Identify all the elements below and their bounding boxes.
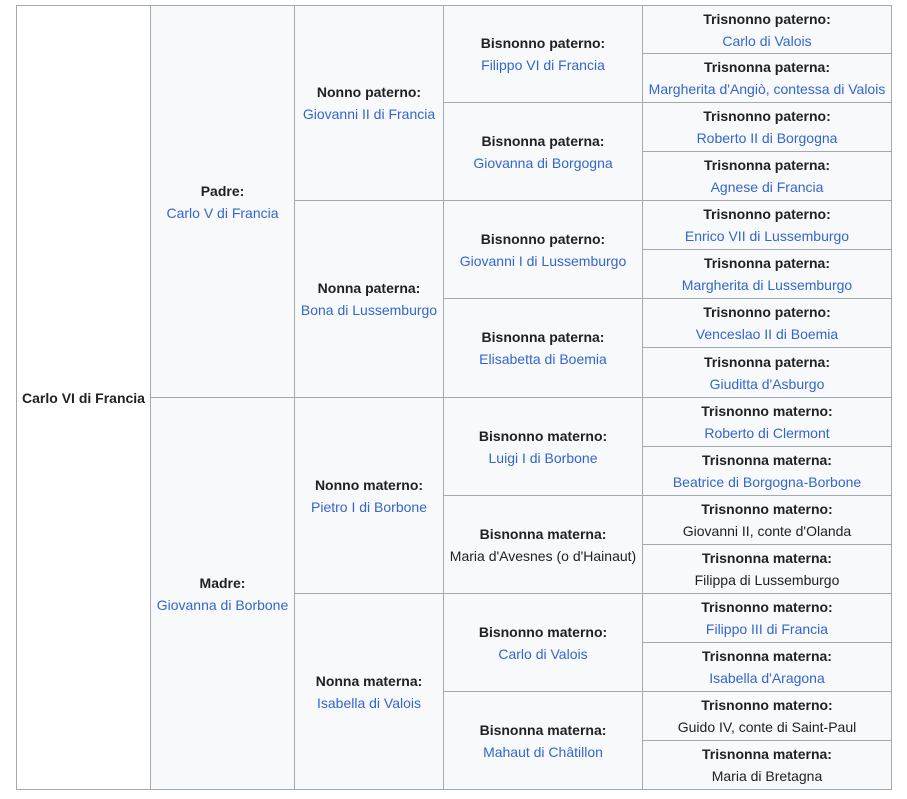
great-great-grandparent-cell <box>642 593 892 643</box>
person-link[interactable]: Beatrice di Borgogna-Borbone <box>672 474 862 490</box>
relation-label: Padre: <box>200 182 245 199</box>
person-link[interactable]: Filippo III di Francia <box>705 621 829 637</box>
relation-label: Trisnonno materno: <box>701 501 833 517</box>
relation-label: Trisnonna paterna: <box>703 255 831 271</box>
person-link[interactable]: Roberto di Clermont <box>704 425 830 441</box>
great-grandparent-cell <box>443 200 643 299</box>
great-great-grandparent-cell <box>642 691 892 741</box>
grandparent-cell <box>294 200 444 398</box>
relation-label: Trisnonna paterna: <box>703 157 831 173</box>
relation-label: Bisnonna paterna: <box>481 132 605 149</box>
great-great-grandparent-cell <box>642 495 892 545</box>
relation-label: Nonna materna: <box>315 672 423 689</box>
great-great-grandparent-cell <box>642 397 892 447</box>
relation-label: Bisnonna materna: <box>479 525 607 542</box>
family-tree-table <box>16 5 892 790</box>
great-great-grandparent-cell <box>642 5 892 54</box>
person-link[interactable]: Venceslao II di Boemia <box>695 326 839 342</box>
grandparent-cell <box>294 397 444 594</box>
great-great-grandparent-cell <box>642 102 892 152</box>
relation-label: Trisnonno paterno: <box>703 206 831 222</box>
great-great-grandparent-cell <box>642 642 892 692</box>
person-name: Carlo VI di Francia <box>22 389 145 406</box>
relation-label: Trisnonna materna: <box>702 550 832 566</box>
great-great-grandparent-cell <box>642 740 892 790</box>
person-link[interactable]: Giovanni I di Lussemburgo <box>459 252 627 269</box>
great-great-grandparent-cell <box>642 544 892 594</box>
person-link[interactable]: Pietro I di Borbone <box>311 498 427 515</box>
relation-label: Trisnonna paterna: <box>703 353 831 370</box>
person-link[interactable]: Margherita d'Angiò, contessa di Valois <box>648 81 886 97</box>
person-link[interactable]: Carlo V di Francia <box>166 204 279 221</box>
relation-label: Trisnonna materna: <box>702 648 832 664</box>
great-great-grandparent-cell <box>642 53 892 103</box>
root-cell <box>16 5 151 790</box>
relation-label: Bisnonno materno: <box>478 623 608 640</box>
relation-label: Bisnonna paterna: <box>481 329 605 345</box>
great-great-grandparent-cell <box>642 298 892 348</box>
person-link[interactable]: Roberto II di Borgogna <box>696 130 838 146</box>
person-name: Giovanni II, conte d'Olanda <box>682 523 852 539</box>
great-great-grandparent-cell <box>642 249 892 299</box>
person-link[interactable]: Bona di Lussemburgo <box>300 302 438 318</box>
person-link[interactable]: Filippo VI di Francia <box>481 57 605 73</box>
relation-label: Trisnonna materna: <box>702 746 832 762</box>
relation-label: Trisnonno materno: <box>701 599 833 615</box>
person-link[interactable]: Isabella di Valois <box>316 694 422 711</box>
grandparent-cell <box>294 5 444 201</box>
person-link[interactable]: Giuditta d'Asburgo <box>709 375 825 392</box>
relation-label: Nonno materno: <box>314 476 424 493</box>
person-name: Maria d'Avesnes (o d'Hainaut) <box>449 547 637 564</box>
great-grandparent-cell <box>443 102 643 201</box>
person-link[interactable]: Carlo di Valois <box>498 645 588 662</box>
great-great-grandparent-cell <box>642 151 892 201</box>
person-link[interactable]: Giovanni II di Francia <box>302 106 436 122</box>
great-grandparent-cell <box>443 495 643 594</box>
great-grandparent-cell <box>443 397 643 496</box>
person-link[interactable]: Giovanna di Borgogna <box>473 154 613 171</box>
person-link[interactable]: Agnese di Francia <box>710 179 824 195</box>
relation-label: Nonno paterno: <box>316 84 422 100</box>
great-great-grandparent-cell <box>642 446 892 496</box>
parent-cell <box>150 397 295 790</box>
relation-label: Bisnonno paterno: <box>480 230 606 247</box>
person-link[interactable]: Mahaut di Châtillon <box>483 743 603 760</box>
relation-label: Bisnonno materno: <box>478 427 608 444</box>
relation-label: Bisnonna materna: <box>479 721 607 738</box>
relation-label: Bisnonno paterno: <box>480 35 606 51</box>
person-link[interactable]: Giovanna di Borbone <box>156 596 289 613</box>
relation-label: Trisnonno paterno: <box>703 108 831 124</box>
relation-label: Trisnonno paterno: <box>703 10 831 27</box>
relation-label: Madre: <box>199 574 246 591</box>
relation-label: Trisnonno materno: <box>701 697 833 713</box>
relation-label: Trisnonno materno: <box>701 403 833 419</box>
person-link[interactable]: Elisabetta di Boemia <box>479 351 607 367</box>
grandparent-cell <box>294 593 444 790</box>
person-name: Maria di Bretagna <box>711 768 823 784</box>
person-link[interactable]: Luigi I di Borbone <box>488 449 598 466</box>
person-link[interactable]: Carlo di Valois <box>722 32 812 49</box>
parent-cell <box>150 5 295 398</box>
person-link[interactable]: Enrico VII di Lussemburgo <box>684 228 850 244</box>
great-grandparent-cell <box>443 691 643 790</box>
great-grandparent-cell <box>443 5 643 103</box>
great-grandparent-cell <box>443 593 643 692</box>
person-name: Guido IV, conte di Saint-Paul <box>677 719 857 735</box>
person-name: Filippa di Lussemburgo <box>694 572 840 588</box>
relation-label: Trisnonno paterno: <box>703 304 831 320</box>
relation-label: Nonna paterna: <box>317 280 421 296</box>
great-great-grandparent-cell <box>642 200 892 250</box>
person-link[interactable]: Margherita di Lussemburgo <box>681 277 853 293</box>
relation-label: Trisnonna paterna: <box>703 59 831 75</box>
great-grandparent-cell <box>443 298 643 398</box>
great-great-grandparent-cell <box>642 347 892 398</box>
person-link[interactable]: Isabella d'Aragona <box>709 670 825 686</box>
relation-label: Trisnonna materna: <box>702 452 832 468</box>
